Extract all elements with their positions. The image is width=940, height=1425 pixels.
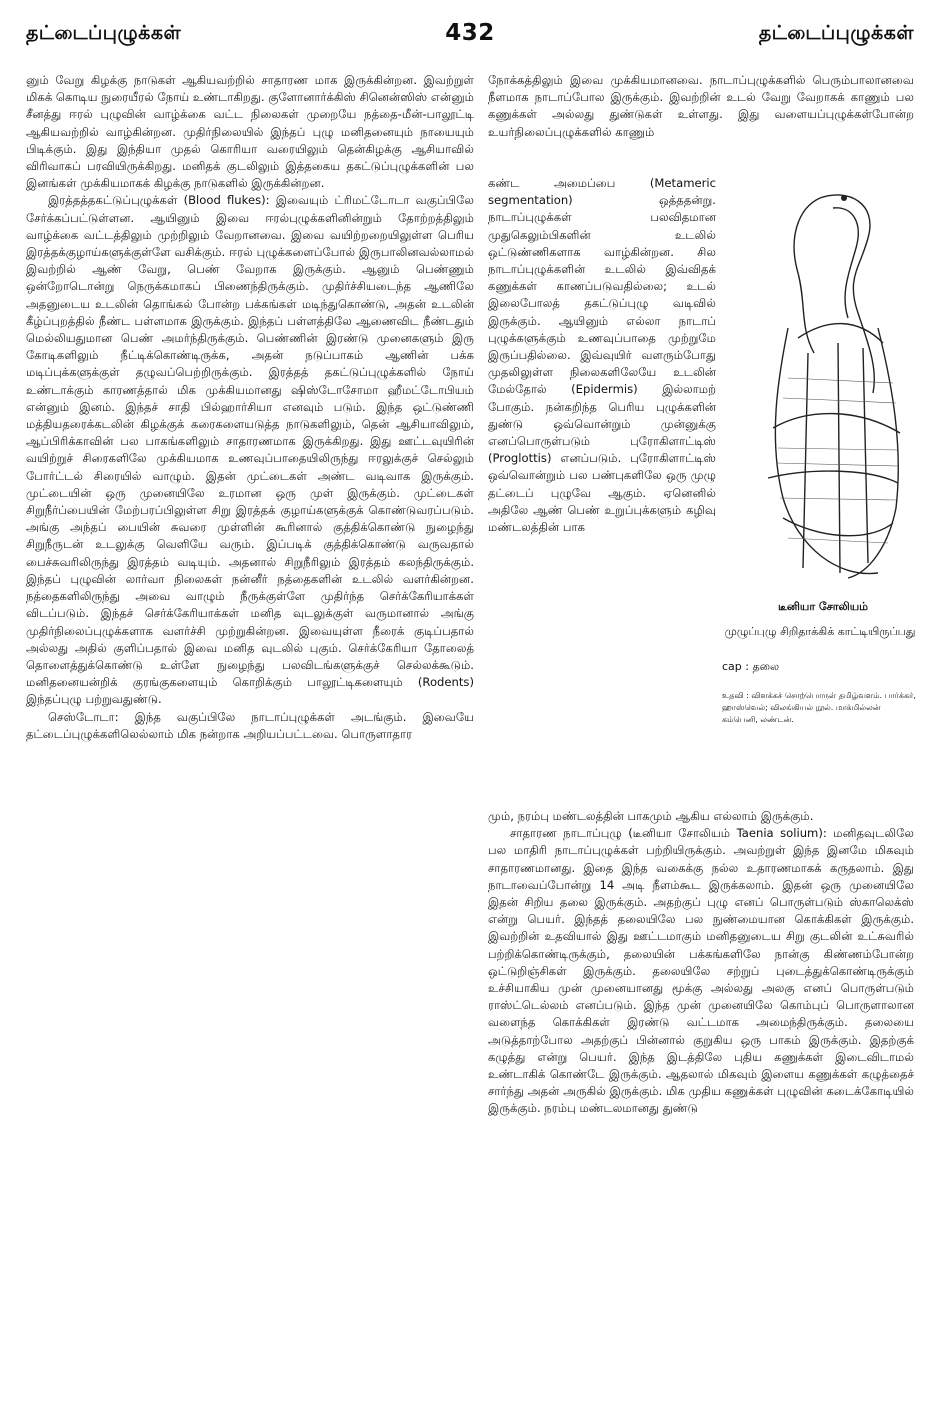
paragraph: கண்ட அமைப்பை (Metameric segmentation) ஒத்ததன்று. நாடாப்புழுக்கள் பலவிதமான முதுகெலும்பிகளின் உடலில் ஒட்டுண்ணிகளாக வாழ்கின்றன. சில நாடாப்புழுக்களின் உடலில் இவ்விதக் கணுக்கள் காணப்படுவதில்லை; உடல் இலைபோலத் தகட்டுப்புழு வடிவில் இருக்கும். ஆயினும் எல்லா நாடாப் புழுக்களுக்கும் உணவுப்பாதை முற்றுமே இருப்பதில்லை. இவ்வுயிர் வளரும்போது முதலிலுள்ள நிலைகளிலேயே உடலின் மேல்தோல் (Epidermis) இல்லாமற் போகும். நன்கறிந்த பெரிய புழுக்களின் துண்டு ஒவ்வொன்றும் முன்னுக்கு எனப்பொருள்படும் புரோகிளாட்டிஸ் (Proglottis) எனப்படும். புரோகிளாட்டிஸ் ஒவ்வொன்றும் பல பண்புகளிலே ஒரு முழு தட்டைப் புழுவே ஆகும். ஏனெனில் அதிலே ஆண் பெண் உறுப்புக்களும் கழிவு மண்டலத்தின் பாக	[488, 176, 716, 535]
paragraph: செஸ்டோடா: இந்த வகுப்பிலே நாடாப்புழுக்கள் அடங்கும். இவையே தட்டைப்புழுக்களிலெல்லாம் மிக நன்றாக அறியப்பட்டவை. பொருளாதார	[26, 709, 474, 741]
right-column-top	[488, 72, 914, 141]
figure-legend: cap : தலை	[722, 660, 780, 673]
right-column-beside-figure	[488, 175, 716, 536]
tapeworm-illustration	[728, 178, 918, 598]
running-header-left: தட்டைப்புழுக்கள்	[26, 22, 182, 44]
paragraph: னும் வேறு கிழக்கு நாடுகள் ஆகியவற்றில் சாதாரண மாக இருக்கின்றன. இவற்றுள் மிகக் கொடிய நுரையீரல் நோய் உண்டாகிறது. குளோனார்க்கிஸ் சினென்ஸிஸ் என்னும் சீனத்து ஈரல் புழுவின் வாழ்க்கை வட்ட நிலைகள் முறையே நத்தை-மீன்-பாலூட்டி ஆகியவற்றில் வாழ்கின்றன. முதிர்நிலையில் இந்தப் புழு மனிதனையும் நாயையும் பிடிக்கும். இது இந்தியா முதல் கொரியா வரையிலும் தென்கிழக்கு ஆசியாவில் விரிவாகப் பரவியிருக்கிறது. மனிதக் குடலிலும் இத்தகைய தகட்டுப்புழுக்களின் பல இனங்கள் முக்கியமாகக் கிழக்கு நாடுகளில் இருக்கின்றன.	[26, 73, 474, 191]
paragraph: சாதாரண நாடாப்புழு (டீனியா சோலியம் Taenia solium): மனிதவுடலிலே பல மாதிரி நாடாப்புழுக்கள் பற்றியிருக்கும். அவற்றுள் இந்த இனமே மிகவும் சாதாரணமானது. இதை இந்த வகைக்கு நல்ல உதாரணமாகக் கருதலாம். இது நாடாவைப்போன்று 14 அடி நீளம்கூட இருக்கலாம். இதன் ஒரு முனையிலே இதன் சிறிய தலை இருக்கும். அதற்குப் புழு எனப் பொருள்படும் ஸ்காலெக்ஸ் என்று பெயர். இந்தத் தலையிலே பல நுண்மையான கொக்கிகள் இருக்கும். இவற்றின் உதவியால் இது ஊட்டமாகும் மனிதனுடைய சிறு குடலின் உட்சுவரில் பற்றிக்கொண்டிருக்கும், தலையின் பக்கங்களிலே நான்கு கிண்ணம்போன்ற ஒட்டுறிஞ்சிகள் இருக்கும். தலையிலே சற்றுப் புடைத்துக்கொண்டிருக்கும் உச்சியாகிய முன் முனையானது மூக்கு அல்லது அலகு எனப் பொருள்படும் ராஸ்ட்டெல்லம் எனப்படும். இந்த முன் முனையிலே கொம்புப் பொருளாலான வளைந்த கொக்கிகள் இரண்டு வட்டமாக அமைந்திருக்கும். தலையை அடுத்தாற்போல அதற்குப் பின்னால் குறுகிய ஒரு பாகம் இருக்கும். இதற்குக் கழுத்து என்று பெயர். இந்த இடத்திலே புதிய கணுக்கள் இடைவிடாமல் உண்டாகிக் கொண்டே இருக்கும். ஆதலால் மிகவும் இளைய கணுக்கள் கழுத்தைச் சார்ந்து அதன் அருகில் இருக்கும். மிக முதிய கணுக்கள் புழுவின் கடைக்கோடியில் இருக்கும். நரம்பு மண்டலமானது துண்டு	[488, 826, 914, 1116]
page-number: 432	[445, 20, 495, 46]
paragraph: நோக்கத்திலும் இவை முக்கியமானவை. நாடாப்புழுக்களில் பெரும்பாலானவை நீளமாக நாடாப்போல இருக்கும். இவற்றின் உடல் வேறு வேறாகக் காணும் பல கணுக்கள் அல்லது துண்டுகள் உள்ளது. இது வளையப்புழுக்கள்போன்ற உயர்நிலைப்புழுக்களில் காணும்	[488, 73, 914, 139]
right-column-bottom	[488, 808, 914, 1118]
figure-caption: டீனியா சோலியம்	[777, 600, 869, 613]
figure-subcaption: முழுப்புழு சிறிதாக்கிக் காட்டியிருப்பது	[724, 625, 916, 638]
figure-credit: உதவி : விளக்கச் சொற்பொருள் தமிழ்வளம். பார்க்கர், ஹாஸ்வெல்; விலங்கியல் நூல். மாக்மில்லன் கம்பெனி, லண்டன்.	[722, 691, 916, 724]
paragraph: மும், நரம்பு மண்டலத்தின் பாகமும் ஆகிய எல்லாம் இருக்கும்.	[488, 809, 814, 823]
left-column	[26, 72, 474, 743]
paragraph: இரத்தத்தகட்டுப்புழுக்கள் (Blood flukes): இவையும் ட்ரிமட்டோடா வகுப்பிலே சேர்க்கப்பட்டுள்ளன. ஆயினும் இவை ஈரல்புழுக்களினின்றும் தோற்றத்திலும் வாழ்க்கை வட்டத்திலும் முற்றிலும் வேறானவை. இவை வயிற்றறையிலுள்ள பெரிய இரத்தக்குழாய்களுக்குள்ளே வசிக்கும். ஈரல் புழுக்களைப்போல் இருபாலினவல்லாமல் இவற்றில் ஆண் வேறு, பெண் வேறாக இருக்கும். ஆனும் பெண்ணும் ஒன்றோடொன்று நெருக்கமாகப் பிணைந்திருக்கும். முதிர்ச்சியடைந்த ஆணிலே அதனுடைய உடலின் தொங்கல் போன்ற பக்கங்கள் மடிந்துகொண்டு, அதன் உடலின் கீழ்ப்புறத்தில் நீண்ட பள்ளமாக இருக்கும். இந்தப் பள்ளத்திலே ஆணைவிட நீண்டதும் மெல்லியதுமான பெண் அமர்ந்திருக்கும். பெண்ணின் இரண்டு முனைகளும் இரு கோடிகளிலும் நீட்டிக்கொண்டிருக்க, அதன் நடுப்பாகம் ஆணின் பக்க மடிப்புக்களுக்குள் தழுவப்பெற்றிருக்கும். இரத்தத் தகட்டுப்புழுக்களில் நோய் உண்டாக்கும் காரணத்தால் மிக முக்கியமானது ஷிஸ்டோசோமா ஹீமட்டோபியம் என்னும் இனம். இந்தச் சாதி பில்ஹார்சியா எனவும் படும். இந்த ஒட்டுண்ணி மத்தியதரைக்கடலின் கிழக்குக் கரைகளையடுத்த நாடுகளிலும், தென் ஆசியாவிலும், ஆப்பிரிக்காவின் பல பாகங்களிலும் சாதாரணமாக இருக்கிறது. இது ஊட்டவுயிரின் வயிற்றுச் சிரைகளிலே முக்கியமாக உணவுப்பாதையிலிருந்து ஈரலுக்குச் செல்லும் போர்ட்டல் சிரையில் வாழும். இதன் முட்டைகள் அண்ட வடிவாக இருக்கும். முட்டையின் ஒரு முனையிலே உரமான ஒரு முள் இருக்கும். முட்டைகள் சிறுநீர்ப்பையின் மேற்பரப்பிலுள்ள சிறு இரத்தக் குழாய்களுக்குக் கொண்டுவரப்படும். அங்கு அந்தப் பையின் சுவரை முள்ளின் கூரினால் குத்திக்கொண்டு நுழைந்து சிறுநீருடன் உடலுக்கு வெளியே வரும். இப்படிக் குத்திக்கொண்டு வருவதால் பைச்சுவரிலிருந்து இரத்தம் வடியும். அதனால் சிறுநீரிலும் இரத்தம் கலந்திருக்கும். இந்தப் புழுவின் லார்வா நிலைகள் நன்னீர் நத்தைகளின் உடலில் வளர்கின்றன. நத்தைகளிலிருந்து அவை வாழும் நீருக்குள்ளே முதிர்ந்த செர்க்கேரியாக்கள் விடப்படும். இந்தச் செர்க்கேரியாக்கள் மனித வுடலுக்குள் வருமானால் அங்கு முதிர்நிலைப்புழுக்களாக வளர்ச்சி முற்றுகின்றன. இவையுள்ள நீரைக் குடிப்பதால் அல்லது அதில் குளிப்பதால் இவை மனித வுடலில் புகும். செர்க்கேரியா தோலைத் தொளைத்துக்கொண்டு உள்ளே நுழைந்து பலவிடங்களுக்குச் செல்லக்கூடும். மனிதனையன்றிக் குரங்குகளையும் கொறிக்கும் பாலூட்டிகளையும் (Rodents) இந்தப்புழு பற்றுவதுண்டு.	[26, 193, 474, 707]
running-header-right: தட்டைப்புழுக்கள்	[758, 22, 914, 44]
